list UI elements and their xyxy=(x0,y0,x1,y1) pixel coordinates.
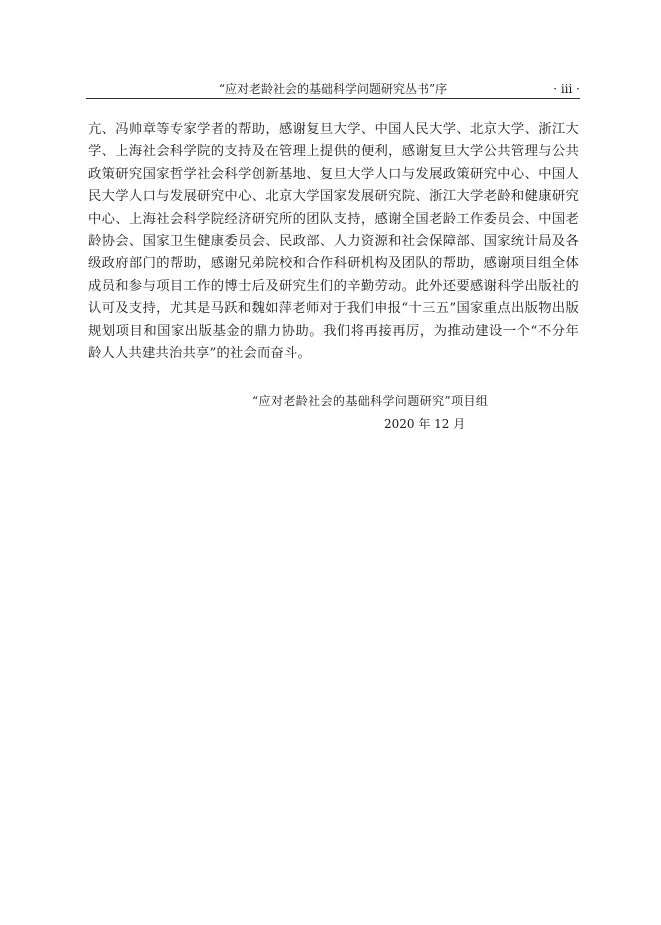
running-title: “应对老龄社会的基础科学问题研究丛书”序 xyxy=(218,82,448,96)
page-number: · iii · xyxy=(553,82,580,96)
running-header xyxy=(86,80,580,98)
header-rule xyxy=(86,98,580,99)
signature-date: 2020 年 12 月 xyxy=(384,417,466,431)
body-paragraph: 亢、冯帅章等专家学者的帮助，感谢复旦大学、中国人民大学、北京大学、浙江大学、上海社会科学院的支持及在管理上提供的便利，感谢复旦大学公共管理与公共政策研究国家哲学社会科学创新基地、复旦大学人口与发展政策研究中心、中国人民大学人口与发展研究中心、北京大学国家发展研究院、浙江大学老龄和健康研究中心、上海社会科学院经济研究所的团队支持，感谢全国老龄工作委员会、中国老龄协会、国家卫生健康委员会、民政部、人力资源和社会保障部、国家统计局及各级政府部门的帮助，感谢兄弟院校和合作科研机构及团队的帮助，感谢项目组全体成员和参与项目工作的博士后及研究生们的辛勤劳动。此外还要感谢科学出版社的认可及支持，尤其是马跃和魏如萍老师对于我们申报“十三五”国家重点出版物出版规划项目和国家出版基金的鼎力协助。我们将再接再厉，为推动建设一个“不分年龄人人共建共治共享”的社会而奋斗。 xyxy=(88,122,579,362)
signature-organization: “应对老龄社会的基础科学问题研究”项目组 xyxy=(252,394,489,408)
